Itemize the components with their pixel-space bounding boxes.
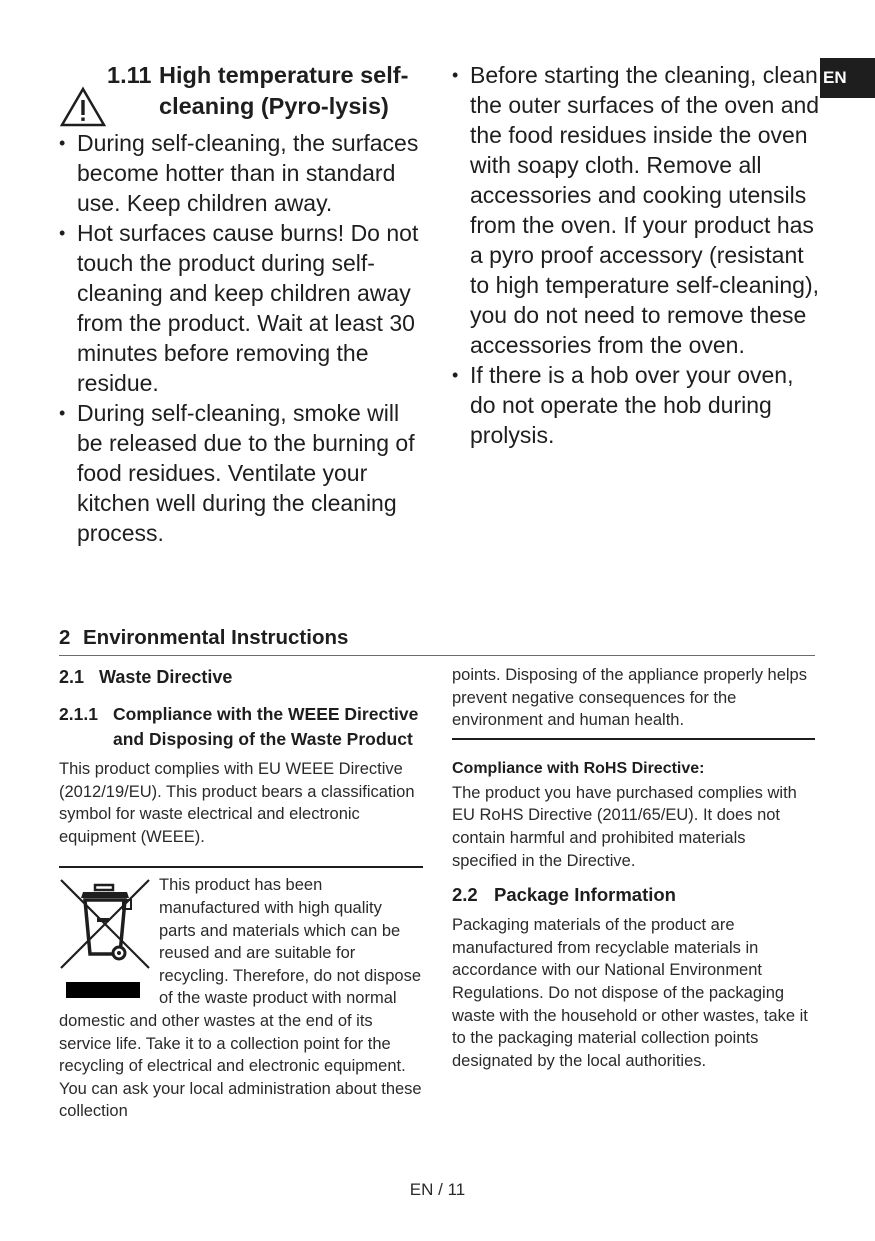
package-info-body: Packaging materials of the product are manufactured from recyclable materials in accordance with our National Environment Regulations. Do not dispose of the packaging waste with the household or other wastes, take it to the packaging material collection points designated by the local authorities. xyxy=(452,916,808,1070)
right-column xyxy=(452,664,815,1072)
section-title: Environmental Instructions xyxy=(83,626,349,649)
warning-icon xyxy=(59,86,107,128)
section-2 xyxy=(59,623,815,656)
list-item: • If there is a hob over your oven, do not operate the hob during prolysis. xyxy=(452,360,822,450)
section-2-heading xyxy=(59,623,815,656)
page-number: EN / 11 xyxy=(409,1180,466,1199)
weee-body: This product has been manufactured with high quality parts and materials which can be reused and are suitable for recycling. Therefore, do not dispose of the waste product with normal domestic and other wastes at the end of its service life. Take it to a collection point for the recycling of electrical and electronic equipment. You can ask your local administration about these collection xyxy=(59,876,422,1121)
section-1-11 xyxy=(59,60,429,548)
section-1-11-heading xyxy=(59,60,429,122)
weee-intro: This product complies with EU WEEE Directive (2012/19/EU). This product bears a classification symbol for waste electrical and electronic equipment (WEEE). xyxy=(59,760,415,846)
bullet-list-right xyxy=(452,60,822,450)
weee-body-continued: points. Disposing of the appliance properly helps prevent negative consequences for the environment and human health. xyxy=(452,666,807,730)
list-item: • During self-cleaning, the surfaces become hotter than in standard use. Keep children away. xyxy=(59,128,429,218)
section-1-11-continued xyxy=(452,60,822,450)
list-item: • During self-cleaning, smoke will be released due to the burning of food residues. Ventilate your kitchen well during the cleaning process. xyxy=(59,398,429,548)
section-2-2-heading xyxy=(452,882,815,908)
section-number: 1.11 xyxy=(107,62,152,88)
language-tab: EN xyxy=(820,58,875,98)
list-item: • Hot surfaces cause burns! Do not touch the product during self-cleaning and keep children away from the product. Wait at least 30 minutes before removing the residue. xyxy=(59,218,429,398)
section-number: 2.1.1 xyxy=(59,704,98,724)
divider xyxy=(59,866,423,868)
section-title: High temperature self-cleaning (Pyro-lysis) xyxy=(159,62,409,119)
section-2-1-1-heading xyxy=(59,702,423,752)
section-number: 2 xyxy=(59,626,71,649)
bullet-list-left xyxy=(59,128,429,548)
weee-block xyxy=(59,874,423,1123)
divider xyxy=(452,738,815,740)
weee-crossed-bin-icon xyxy=(59,876,151,998)
rohs-heading: Compliance with RoHS Directive: xyxy=(452,759,705,777)
list-item: • Before starting the cleaning, clean the outer surfaces of the oven and the food residues inside the oven with soapy cloth. Remove all accessories and cooking utensils from the oven. If your product has a pyro proof accessory (resistant to high temperature self-cleaning), you do not need to remove these accessories from the oven. xyxy=(452,60,822,360)
section-title: Package Information xyxy=(494,884,676,906)
section-number: 2.1 xyxy=(59,667,85,687)
section-title: Waste Directive xyxy=(99,667,233,687)
section-2-1-heading xyxy=(59,664,423,690)
left-column xyxy=(59,664,423,1123)
section-number: 2.2 xyxy=(452,884,478,906)
rohs-body: The product you have purchased complies with EU RoHS Directive (2011/65/EU). It does not contain harmful and prohibited materials specified in the Directive. xyxy=(452,783,797,870)
section-title: Compliance with the WEEE Directive and Disposing of the Waste Product xyxy=(113,704,419,749)
